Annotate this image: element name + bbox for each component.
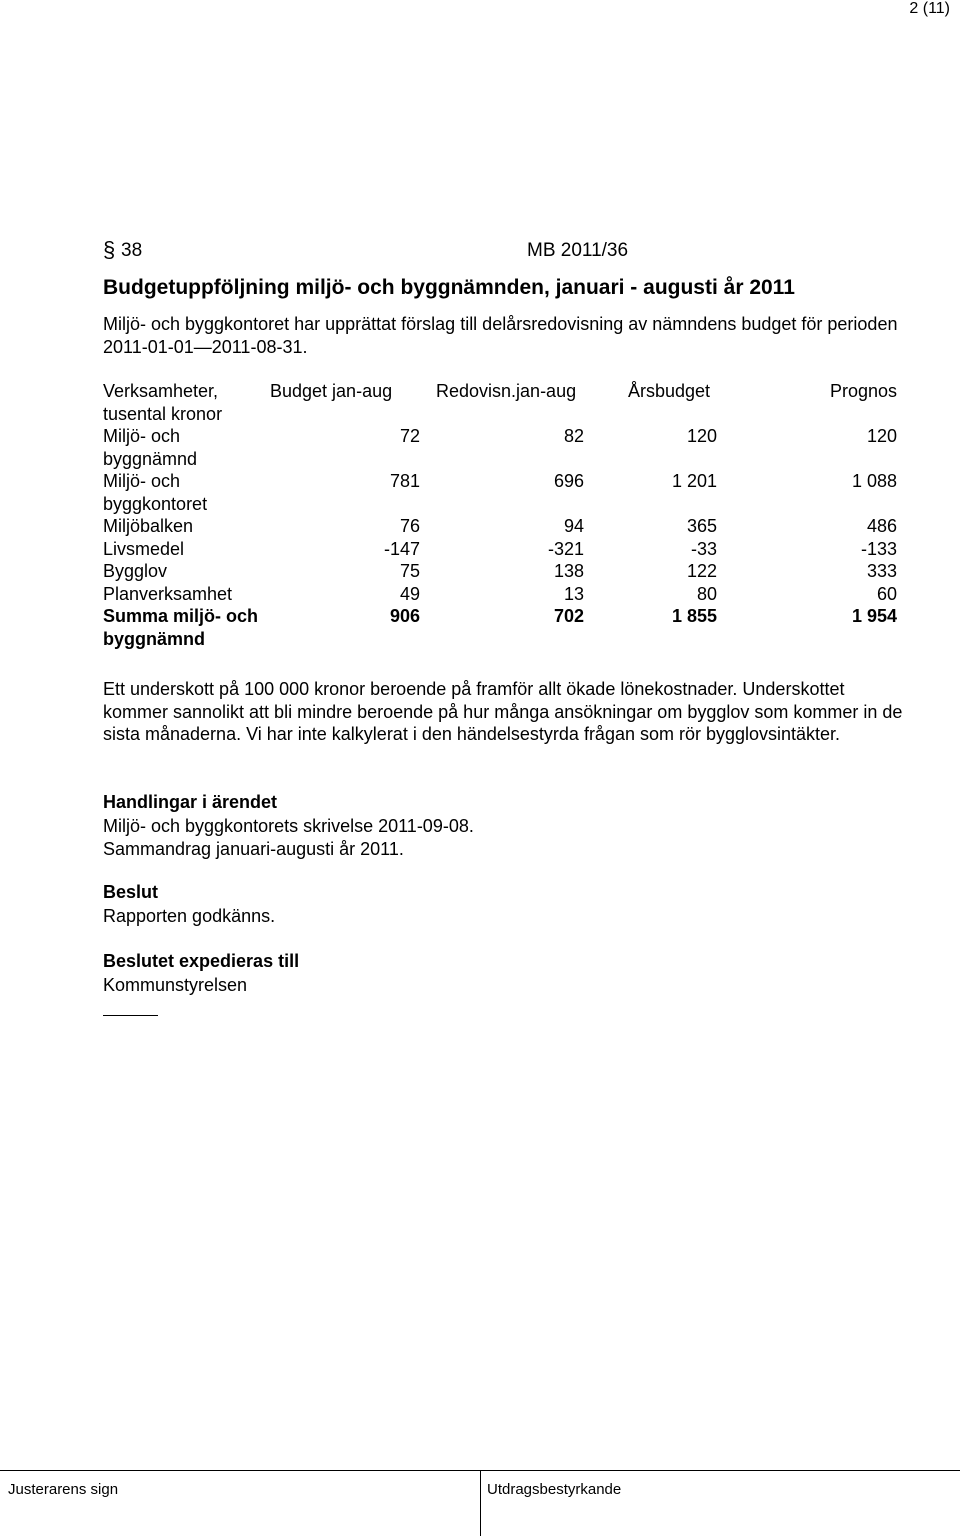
document-header [8,30,302,146]
beslut-text: Rapporten godkänns. [103,906,276,926]
table-row [103,425,897,470]
beslut-heading: Beslut [103,882,159,902]
table-row [103,470,897,515]
intro-paragraph: Miljö- och byggkontoret har upprättat förslag till delårsredovisning av nämndens budget för perioden 2011-01-01—2011-08-31. [103,314,898,357]
row-label: Miljö- och byggnämnd [103,426,198,469]
cell-redovisning: 82 [563,426,584,446]
cell-redovisning: -321 [547,538,584,559]
row-label: Miljöbalken [103,516,194,536]
cell-arsbudget: 1 201 [671,471,717,491]
list-item: Miljö- och byggkontorets skrivelse 2011-09-08. [103,816,474,836]
signature-footer [0,1470,960,1536]
column-header-verksamheter: Verksamheter, tusental kronor [103,381,223,424]
section-title: Budgetuppföljning miljö- och byggnämnden, januari - augusti år 2011 [103,276,795,299]
cell-budget: 49 [399,583,420,604]
budget-table-header [103,380,897,425]
table-row [103,538,897,561]
column-header-budget: Budget jan-aug [270,381,393,401]
column-header-redovisning: Redovisn.jan-aug [436,381,577,401]
case-reference: MB 2011/36 [527,240,629,261]
cell-redovisning: 94 [563,516,584,536]
cell-budget: 75 [399,561,420,581]
page-number: 2 (11) [909,0,950,17]
budget-table [103,380,897,650]
cell-prognos: 1 088 [851,471,897,491]
row-label: Bygglov [103,561,168,581]
cell-budget: 72 [399,426,420,446]
row-label: Miljö- och byggkontoret [103,471,208,514]
cell-arsbudget: 120 [686,426,717,446]
table-row [103,515,897,538]
footer-divider [480,1471,481,1536]
table-row [103,560,897,583]
list-item: Sammandrag januari-augusti år 2011. [103,838,404,859]
cell-redovisning: 13 [563,583,584,604]
total-budget: 906 [389,606,420,626]
row-label: Planverksamhet [103,583,233,604]
cell-prognos: 486 [866,516,897,536]
table-total-row [103,605,897,650]
total-label: Summa miljö- och byggnämnd [103,606,259,649]
cell-budget: 781 [389,471,420,491]
section-number: 38 [121,240,143,261]
column-header-arsbudget: Årsbudget [628,381,711,401]
row-label: Livsmedel [103,538,185,559]
justerare-sign-label: Justerarens sign [8,1481,119,1498]
handlingar-list [103,815,913,860]
document-type: Protokoll [8,92,79,112]
table-row [103,583,897,606]
column-header-prognos: Prognos [829,381,897,401]
total-redovisning: 702 [553,606,584,626]
cell-arsbudget: 80 [696,583,717,604]
total-arsbudget: 1 855 [671,606,717,626]
cell-arsbudget: 122 [686,561,717,581]
cell-budget: 76 [399,516,420,536]
cell-redovisning: 696 [553,471,584,491]
end-divider [103,1015,158,1016]
cell-budget: -147 [383,538,420,559]
cell-prognos: 120 [866,426,897,446]
total-prognos: 1 954 [851,606,897,626]
cell-prognos: 333 [866,561,897,581]
utdragsbestyrkande-label: Utdragsbestyrkande [487,1481,622,1498]
organization-name: HAGFORS KOMMUN [8,34,185,54]
meeting-date: 2011-09-28 [8,121,99,141]
handlingar-heading: Handlingar i ärendet [103,792,278,812]
cell-prognos: 60 [876,583,897,604]
cell-arsbudget: -33 [690,538,717,559]
cell-prognos: -133 [860,538,897,559]
committee-name: MILJÖ- OCH BYGGNÄMNDEN [8,62,303,85]
commentary-paragraph: Ett underskott på 100 000 kronor beroende på framför allt ökade lönekostnader. Underskottet kommer sannolikt att bli mindre beroende på hur många ansökningar om bygglov som kommer in de sista månaderna. Vi har inte kalkylerat i den händelsestyrda frågan som rör bygglovsintäkter. [103,679,903,744]
expedieras-heading: Beslutet expedieras till [103,951,300,971]
expedieras-recipient: Kommunstyrelsen [103,975,248,995]
cell-redovisning: 138 [553,561,584,581]
paragraph-sign: § [103,237,116,262]
cell-arsbudget: 365 [686,516,717,536]
